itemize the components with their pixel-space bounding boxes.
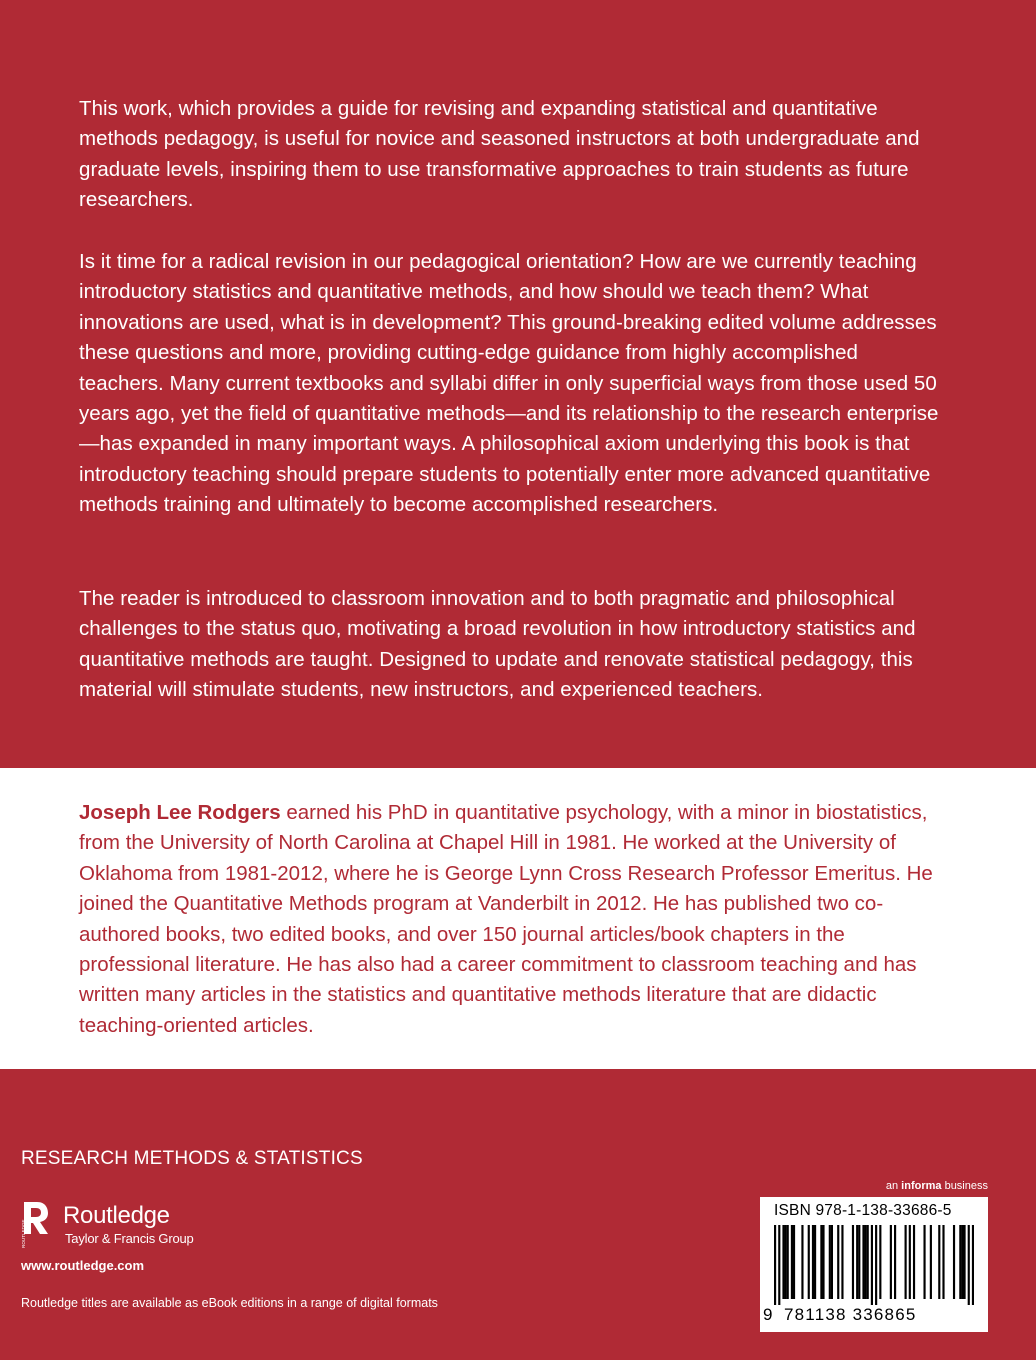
- barcode-bar: [894, 1225, 896, 1299]
- barcode-bar: [841, 1225, 843, 1299]
- isbn-label: ISBN 978-1-138-33686-5: [774, 1202, 952, 1219]
- barcode-bar: [890, 1225, 892, 1299]
- description-paragraph-1: This work, which provides a guide for revising and expanding statistical and quantitative methods pedagogy, is useful for novice and seasoned instructors at both undergraduate and graduate levels, inspiring them to use transformative approaches to train students as future researchers.: [79, 97, 920, 212]
- barcode-bar: [837, 1225, 839, 1299]
- ebook-note: Routledge titles are available as eBook editions in a range of digital formats: [21, 1296, 438, 1310]
- barcode-bar: [963, 1225, 965, 1299]
- barcode-bar: [801, 1225, 803, 1299]
- publisher-name: Routledge: [63, 1202, 170, 1229]
- logo-mark-text: ROUTLEDGE: [21, 1219, 26, 1248]
- informa-business-label: [886, 1180, 988, 1192]
- barcode-bar: [782, 1225, 784, 1299]
- barcode-bar: [774, 1225, 776, 1305]
- barcode-bar: [814, 1225, 816, 1299]
- barcode-bar: [875, 1225, 877, 1305]
- barcode-bar: [953, 1225, 955, 1299]
- barcode-bar: [905, 1225, 907, 1299]
- barcode-bar: [852, 1225, 854, 1299]
- informa-brand: informa: [901, 1180, 942, 1192]
- publisher-website: www.routledge.com: [21, 1258, 145, 1273]
- barcode-bar: [879, 1225, 881, 1299]
- barcode-bar: [831, 1225, 833, 1299]
- barcode-bars-icon: [774, 1225, 974, 1305]
- subject-category: RESEARCH METHODS & STATISTICS: [21, 1148, 363, 1169]
- publisher-group: Taylor & Francis Group: [65, 1231, 194, 1246]
- barcode-bar: [787, 1225, 789, 1299]
- barcode-bar: [829, 1225, 831, 1299]
- barcode-bar: [778, 1225, 780, 1305]
- barcode-bar: [865, 1225, 867, 1299]
- barcode-bar: [822, 1225, 824, 1299]
- barcode-bar: [961, 1225, 963, 1299]
- author-bio: [79, 798, 939, 1041]
- ean-first-digit: 9: [763, 1305, 773, 1324]
- isbn-barcode: [760, 1197, 988, 1332]
- barcode-bar: [808, 1225, 810, 1299]
- barcode-bar: [858, 1225, 860, 1299]
- informa-suffix: business: [941, 1180, 988, 1192]
- author-name: Joseph Lee Rodgers: [79, 801, 281, 824]
- barcode-bar: [785, 1225, 787, 1299]
- routledge-logo-mark-icon: [20, 1200, 50, 1250]
- barcode-bar: [942, 1225, 944, 1299]
- barcode-bar: [909, 1225, 911, 1299]
- barcode-bar: [968, 1225, 970, 1305]
- barcode-bar: [930, 1225, 932, 1299]
- footer-panel: [0, 1069, 1036, 1360]
- barcode-bar: [856, 1225, 858, 1299]
- author-bio-panel: [0, 768, 1036, 1069]
- description-paragraph-3: The reader is introduced to classroom innovation and to both pragmatic and philosophical challenges to the status quo, motivating a broad revolution in how introductory statistics and quantitative methods are taught. Designed to update and renovate statistical pedagogy, this material will stimulate students, new instructors, and experienced teachers.: [79, 587, 916, 702]
- barcode-bar: [867, 1225, 869, 1299]
- informa-prefix: an: [885, 1180, 902, 1192]
- author-bio-text: earned his PhD in quantitative psychology, with a minor in biostatistics, from the University of North Carolina at Chapel Hill in 1981. He worked at the University of Oklahoma from 1981-2012, where he is George Lynn Cross Research Professor Emeritus. He joined the Quantitative Methods program at Vanderbilt in 2012. He has published two co-authored books, two edited books, and over 150 journal articles/book chapters in the professional literature. He has also had a career commitment to classroom teaching and has written many articles in the statistics and quantitative methods literature that are didactic teaching-oriented articles.: [79, 801, 933, 1037]
- barcode-bar: [793, 1225, 795, 1299]
- barcode-bar: [871, 1225, 873, 1305]
- barcode-bar: [923, 1225, 925, 1299]
- barcode-bar: [791, 1225, 793, 1299]
- barcode-bar: [812, 1225, 814, 1299]
- barcode-bar: [820, 1225, 822, 1299]
- barcode-bar: [972, 1225, 974, 1305]
- barcode-bar: [959, 1225, 961, 1299]
- barcode-bar: [862, 1225, 864, 1299]
- barcode-bar: [938, 1225, 940, 1299]
- barcode-bar: [913, 1225, 915, 1299]
- description-paragraph-2: Is it time for a radical revision in our pedagogical orientation? How are we currently teaching introductory statistics and quantitative methods, and how should we teach them? What innovations are used, what is in development? This ground-breaking edited volume addresses these questions and more, providing cutting-edge guidance from highly accomplished teachers. Many current textbooks and syllabi differ in only superficial ways from those used 50 years ago, yet the field of quantitative methods—and its relationship to the research enterprise—has expanded in many important ways. A philosophical axiom underlying this book is that introductory teaching should prepare students to potentially enter more advanced quantitative methods training and ultimately to become accomplished researchers.: [79, 250, 939, 517]
- routledge-logo: [20, 1200, 210, 1250]
- ean-digits: 781138 336865: [784, 1305, 917, 1324]
